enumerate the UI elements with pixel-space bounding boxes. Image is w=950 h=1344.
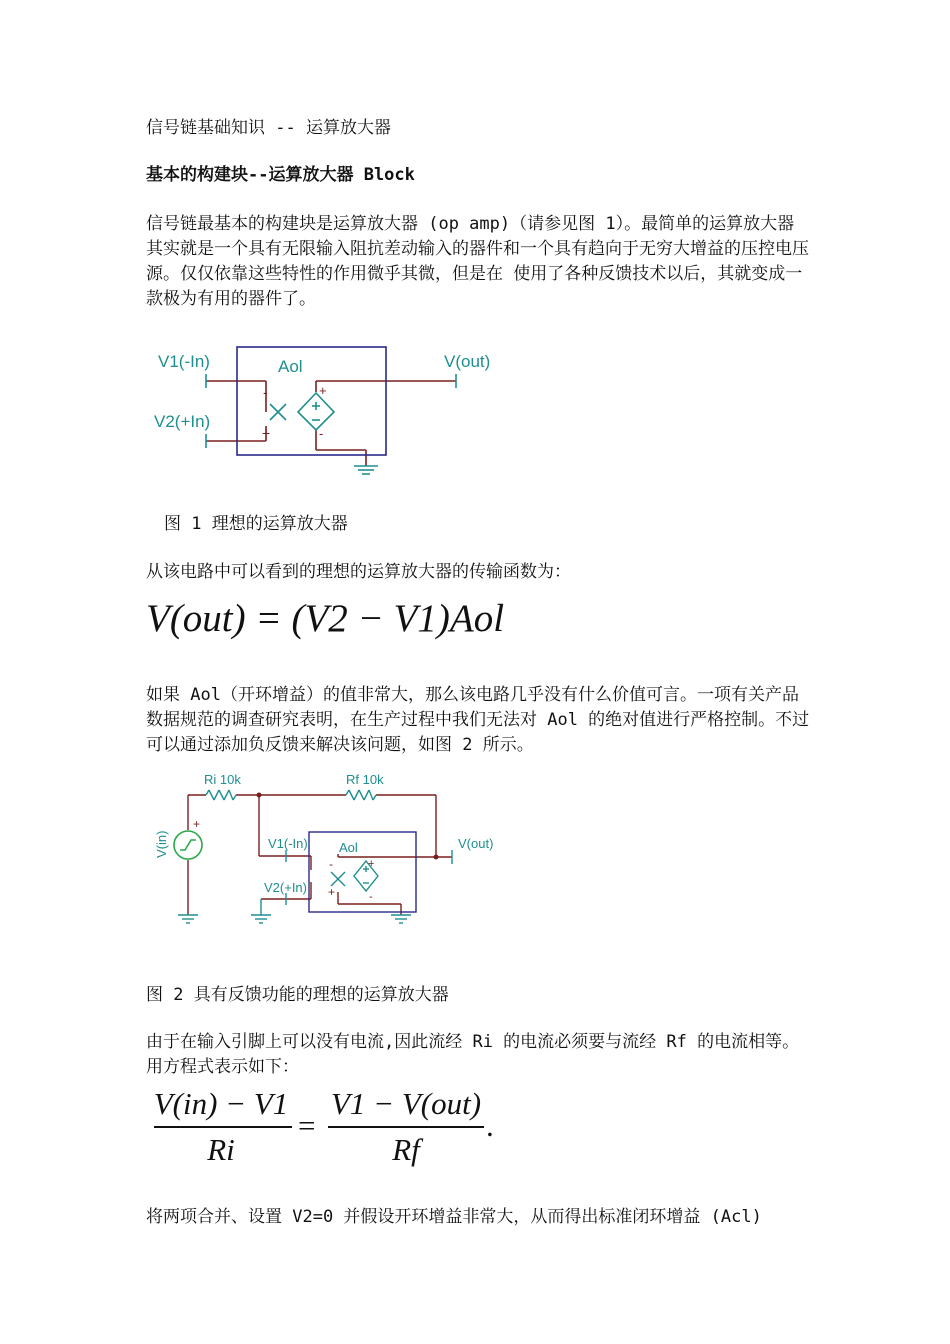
- fig2-source-minus-opamp: -: [369, 891, 373, 903]
- fig1-v2-label: V2(+In): [154, 412, 211, 431]
- eq2-right-numerator: V1 − V(out): [330, 1086, 482, 1121]
- figure-1-caption: 图 1 理想的运算放大器: [164, 514, 348, 534]
- section-heading: 基本的构建块--运算放大器 Block: [146, 165, 415, 185]
- eq2-right-denominator: Rf: [392, 1132, 420, 1167]
- fig2-ri-label: Ri 10k: [204, 772, 241, 787]
- fig2-v2-label: V2(+In): [264, 880, 307, 895]
- eq2-left-denominator: Ri: [207, 1132, 235, 1167]
- fig1-vout-label: V(out): [444, 352, 491, 371]
- eq2-right-fraction-bar: [328, 1126, 484, 1128]
- fig1-source-minus: -: [319, 426, 324, 441]
- equation-transfer-function: V(out) = (V2 − V1)Aol: [146, 597, 505, 640]
- equation-current-balance: [150, 1085, 510, 1175]
- eq2-left-fraction-bar: [154, 1126, 292, 1128]
- fig2-vin-label: V(in): [154, 830, 169, 858]
- fig2-rf-label: Rf 10k: [346, 772, 384, 787]
- figure-1-ideal-op-amp: [146, 340, 546, 490]
- figure-2-caption: 图 2 具有反馈功能的理想的运算放大器: [146, 985, 449, 1005]
- fig1-aol-label: Aol: [278, 357, 303, 376]
- fig2-aol-label: Aol: [339, 840, 358, 855]
- eq2-period: .: [486, 1108, 494, 1143]
- fig2-v1-label: V1(-In): [268, 836, 308, 851]
- figure-2-feedback-op-amp: [146, 770, 526, 940]
- paragraph-intro: 信号链最基本的构建块是运算放大器 (op amp)（请参见图 1）。最简单的运算放大器其实就是一个具有无限输入阻抗差动输入的器件和一个具有趋向于无穷大增益的压控电压源。仅仅依靠这些特性的作用微乎其微，但是在 使用了各种反馈技术以后，其就变成一款极为有用的器件了。: [146, 214, 809, 309]
- fig2-minus-sign: -: [329, 857, 333, 871]
- fig2-source-plus: +: [193, 817, 201, 831]
- paragraph-closed-loop: 将两项合并、设置 V2=0 并假设开环增益非常大，从而得出标准闭环增益 (Acl): [146, 1207, 762, 1227]
- fig2-plus-sign: +: [328, 885, 336, 899]
- eq2-left-numerator: V(in) − V1: [153, 1086, 289, 1121]
- fig1-plus-sign: +: [262, 425, 271, 441]
- document-title: 信号链基础知识 -- 运算放大器: [146, 118, 391, 138]
- paragraph-currents: 由于在输入引脚上可以没有电流,因此流经 Ri 的电流必须要与流经 Rf 的电流相等。用方程式表示如下：: [146, 1032, 800, 1077]
- fig2-source-plus-opamp: +: [368, 858, 375, 870]
- fig1-source-plus: +: [319, 383, 327, 398]
- eq2-equals: =: [298, 1108, 316, 1143]
- paragraph-transfer: 从该电路中可以看到的理想的运算放大器的传输函数为：: [146, 562, 571, 582]
- fig2-vout-label: V(out): [458, 836, 494, 851]
- fig1-minus-sign: -: [263, 384, 268, 400]
- paragraph-open-loop: 如果 Aol（开环增益）的值非常大，那么该电路几乎没有什么价值可言。一项有关产品数据规范的调查研究表明，在生产过程中我们无法对 Aol 的绝对值进行严格控制。不过可以通过添加负反馈来解决该问题，如图 2 所示。: [146, 685, 810, 755]
- fig1-v1-label: V1(-In): [158, 352, 210, 371]
